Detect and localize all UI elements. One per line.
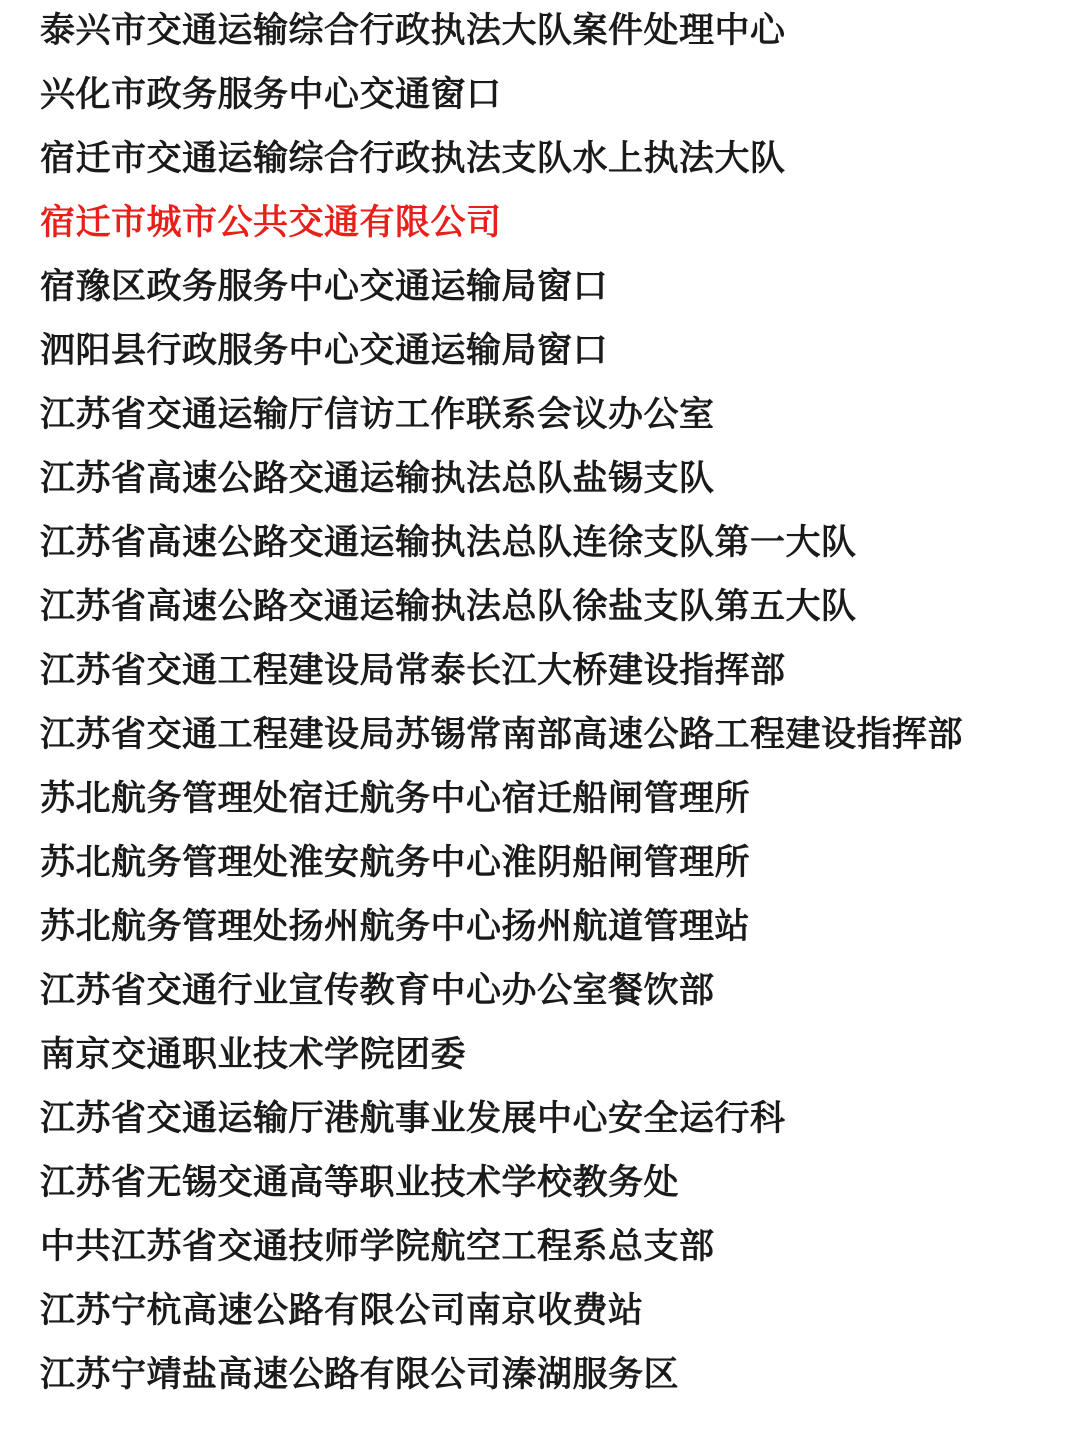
list-item: 江苏省交通行业宣传教育中心办公室餐饮部	[40, 971, 715, 1011]
list-item: 宿迁市交通运输综合行政执法支队水上执法大队	[40, 139, 786, 179]
list-item: 江苏省交通工程建设局常泰长江大桥建设指挥部	[40, 651, 786, 691]
list-item: 江苏省高速公路交通运输执法总队盐锡支队	[40, 459, 715, 499]
list-item: 苏北航务管理处淮安航务中心淮阴船闸管理所	[40, 843, 751, 883]
list-item: 泗阳县行政服务中心交通运输局窗口	[40, 331, 609, 371]
organization-list	[40, 11, 1040, 1395]
list-item: 江苏省交通运输厅信访工作联系会议办公室	[40, 395, 715, 435]
list-item: 江苏省高速公路交通运输执法总队连徐支队第一大队	[40, 523, 857, 563]
list-item: 江苏省交通工程建设局苏锡常南部高速公路工程建设指挥部	[40, 715, 964, 755]
list-item: 江苏宁杭高速公路有限公司南京收费站	[40, 1291, 644, 1331]
list-item: 泰兴市交通运输综合行政执法大队案件处理中心	[40, 11, 786, 51]
list-item: 江苏省高速公路交通运输执法总队徐盐支队第五大队	[40, 587, 857, 627]
list-item: 兴化市政务服务中心交通窗口	[40, 75, 502, 115]
list-item: 江苏省无锡交通高等职业技术学校教务处	[40, 1163, 680, 1203]
list-item: 江苏省交通运输厅港航事业发展中心安全运行科	[40, 1099, 786, 1139]
list-item: 江苏宁靖盐高速公路有限公司溱湖服务区	[40, 1355, 680, 1395]
list-item: 宿豫区政务服务中心交通运输局窗口	[40, 267, 609, 307]
list-item: 中共江苏省交通技师学院航空工程系总支部	[40, 1227, 715, 1267]
list-item: 苏北航务管理处宿迁航务中心宿迁船闸管理所	[40, 779, 751, 819]
list-item: 苏北航务管理处扬州航务中心扬州航道管理站	[40, 907, 751, 947]
list-item: 宿迁市城市公共交通有限公司	[40, 203, 502, 243]
list-item: 南京交通职业技术学院团委	[40, 1035, 467, 1075]
